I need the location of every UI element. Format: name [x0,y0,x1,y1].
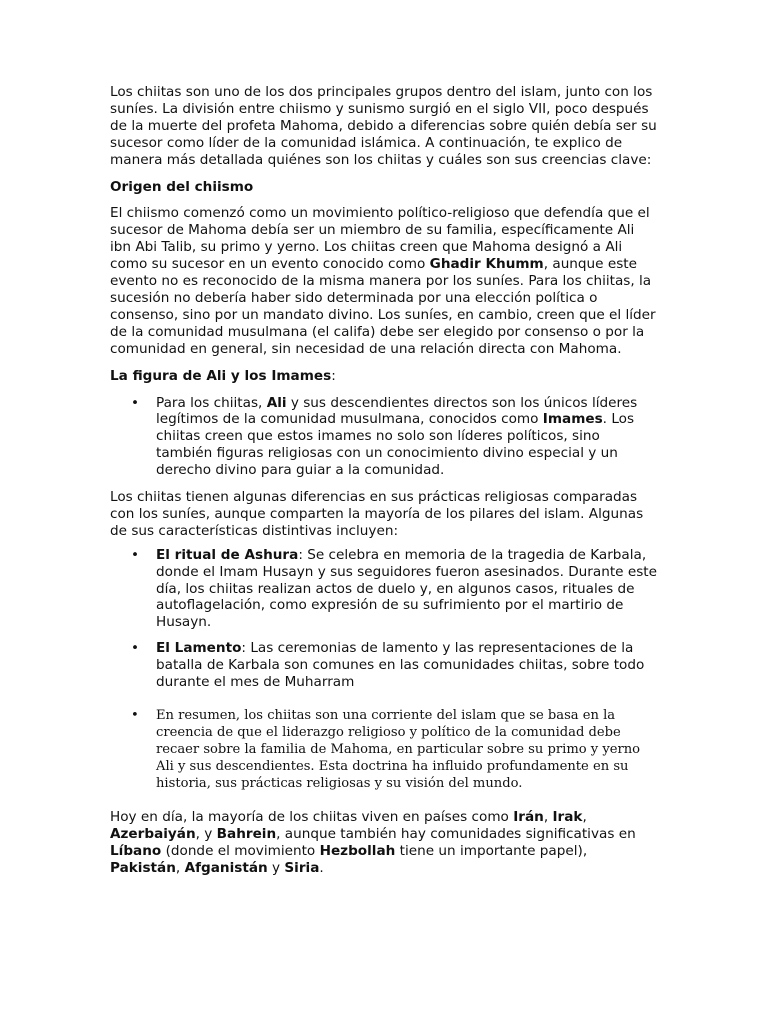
final-text: Hoy en día, la mayoría de los chiitas viven en países como [110,809,514,825]
final-text: , [175,859,185,876]
origen-paragraph [110,205,658,357]
item-text: : Se celebra en memoria de la tragedia de Karbala, donde el Imam Husayn y sus seguidores fueron asesinados. Durante este día, los chiitas realizan actos de duelo y, en algunos casos, rituales de autoflagelación, como expresión de su sufrimiento por el martirio de Husayn. [156,546,657,631]
origen-text-1: El chiismo comenzó como un movimiento político-religioso que defendía que el sucesor de Mahoma debía ser un miembro de su familia, específicamente Ali ibn Abi Talib, su primo y yerno. Los chiitas creen que Mahoma designó a Ali como su sucesor en un evento conocido como [110,205,650,273]
item-bold: Ali [266,394,287,411]
figura-heading-bold: La figura de Ali y los Imames [110,367,332,384]
country-iran: Irán [513,809,544,825]
final-text: , aunque también hay comunidades significativas en [276,825,636,842]
item-bold: El Lamento [156,640,242,657]
list-item [110,547,658,632]
figura-heading-colon: : [331,367,336,384]
country-irak: Irak [552,809,583,825]
intro-paragraph: Los chiitas son uno de los dos principales grupos dentro del islam, junto con los suníes. La división entre chiismo y sunismo surgió en el siglo VII, poco después de la muerte del profeta Mahoma, debido a diferencias sobre quién debía ser su sucesor como líder de la comunidad islámica. A continuación, te explico de manera más detallada quiénes son los chiitas y cuáles son sus creencias clave: [110,84,657,168]
item-bold: Imames [542,411,603,428]
imames-list [110,395,658,480]
hezbollah-bold: Hezbollah [319,842,396,859]
bullet-icon: • [131,546,140,563]
final-paragraph [110,809,658,877]
country-azerbaiyan: Azerbaiyán [110,825,196,842]
bullet-icon: • [131,640,140,657]
country-afganistan: Afganistán [184,859,268,876]
bullet-icon: • [131,708,139,723]
country-siria: Siria [284,859,320,876]
resumen-text: En resumen, los chiitas son una corriente del islam que se basa en la creencia de que el liderazgo religioso y político de la comunidad debe recaer sobre la familia de Mahoma, en particular sobre su primo y yerno Ali y sus descendientes. Esta doctrina ha influido profundamente en su historia, sus prácticas religiosas y su visión del mundo. [156,708,641,791]
list-item [110,395,658,480]
final-text: tiene un importante papel), [395,842,588,859]
final-text: , [582,809,587,825]
item-text: y sus descendientes directos son los únicos líderes legítimos de la comunidad musulmana, conocidos como [156,394,638,428]
origen-text-2: , aunque este evento no es reconocido de la misma manera por los suníes. Para los chiitas, la sucesión no debería haber sido determinada por una elección política o consenso, sino por un mandato divino. Los suníes, en cambio, creen que el líder de la comunidad musulmana (el califa) debe ser elegido por consenso o por la comunidad en general, sin necesidad de una relación directa con Mahoma. [110,256,656,357]
item-text: Para los chiitas, [156,394,267,411]
final-text: , y [195,825,217,842]
final-text: . [319,859,324,876]
item-bold: El ritual de Ashura [156,546,299,563]
final-text: y [267,859,285,876]
country-libano: Líbano [110,842,162,859]
bullet-icon: • [131,394,140,411]
practicas-list [110,547,658,792]
ghadir-khumm-bold: Ghadir Khumm [429,256,544,273]
list-item [110,707,658,792]
list-item [110,640,658,691]
final-text: (donde el movimiento [161,842,320,859]
heading-origen: Origen del chiismo [110,178,254,195]
item-text: . Los chiitas creen que estos imames no solo son líderes políticos, sino también figuras religiosas con un conocimiento divino especial y un derecho divino para guiar a la comunidad. [156,411,635,479]
country-bahrein: Bahrein [216,825,277,842]
item-text: : Las ceremonias de lamento y las representaciones de la batalla de Karbala son comunes en las comunidades chiitas, sobre todo durante el mes de Muharram [156,640,645,691]
country-pakistan: Pakistán [110,859,176,876]
heading-figura [110,368,658,385]
final-text: , [543,809,553,825]
practicas-paragraph: Los chiitas tienen algunas diferencias en sus prácticas religiosas comparadas con los suníes, aunque comparten la mayoría de los pilares del islam. Algunas de sus características distintivas incluyen: [110,489,644,539]
